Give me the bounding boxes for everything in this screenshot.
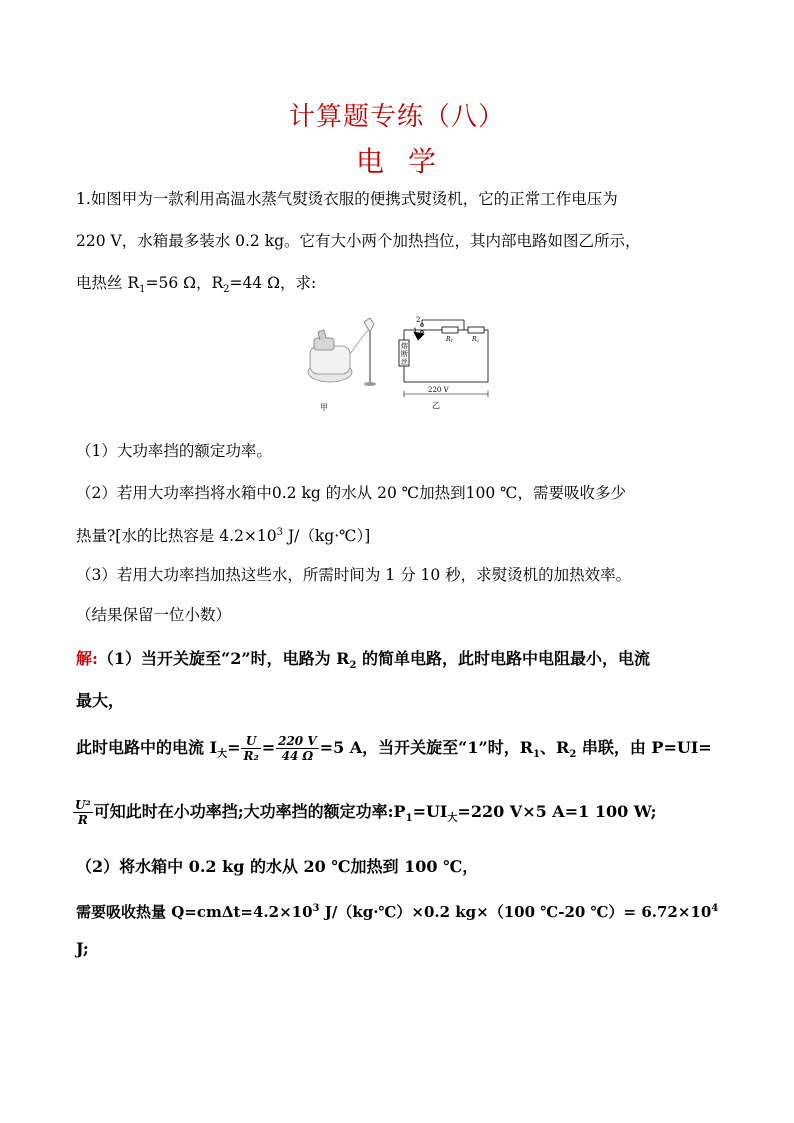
- s1a-sub: 2: [349, 660, 357, 672]
- s2-post3: 串联，由 P=UI=: [576, 738, 712, 757]
- s3-mid: =UI: [412, 802, 448, 821]
- fraction-u2-over-r: $\frac{\text{U²}}{R}$: [75, 798, 91, 827]
- solution-line-4: $\frac{\text{U²}}{R}$ 可知此时在小功率挡;大功率挡的额定功率$:P_1=UI_大=220$ V×5 A=1 100 W;: [75, 798, 657, 827]
- q-text-b: =56 Ω，R: [145, 274, 224, 292]
- solution-line-2: 最大，: [76, 691, 125, 710]
- s3-sub: 大: [447, 813, 458, 825]
- r1-label: R1: [446, 336, 454, 343]
- s2-sub: 大: [217, 749, 228, 761]
- part-2-line-2: [76, 522, 726, 547]
- q-sub-1: 1: [139, 284, 146, 296]
- r2-label: R2: [472, 336, 480, 343]
- q-text-a: 电热丝 R: [76, 274, 140, 292]
- p2b-post: J/（kg·℃）]: [283, 527, 371, 546]
- solution-line-6: [76, 898, 726, 923]
- question-line-3: [76, 272, 726, 301]
- p2b-pre: 热量?[水的比热容是 4.2×10: [76, 527, 277, 546]
- part-1: （1）大功率挡的额定功率。: [76, 442, 272, 460]
- switch-label-2: 2: [416, 316, 421, 324]
- s2-post2: 、R: [540, 738, 570, 757]
- solution-line-1: [76, 648, 726, 677]
- switch-label-1: 1: [413, 327, 418, 335]
- solution-line-3: 此时电路中的电流 $I_大=$ $\frac{U}{\text{R₂}}$ = $\frac{220 V}{44 \Omega}$ =5 A，当开关旋至“1”时，$R_1$、$R_2$ 串联，由 P=UI=: [76, 734, 712, 763]
- fraction-220v-over-44ohm: $\frac{220 V}{44 \Omega}$: [278, 734, 317, 763]
- fuse-label-3: 丝: [401, 358, 408, 366]
- solution-label: 解:: [76, 649, 98, 668]
- s1a-post: 的简单电路，此时电路中电阻最小，电流: [356, 649, 651, 668]
- steamer-image: [308, 318, 376, 386]
- s5-mid: J/（kg·℃）×0.2 kg×（100 ℃-20 ℃）= 6.72×10: [319, 903, 712, 921]
- subtitle-char-2: 学: [407, 145, 438, 178]
- fraction-u-over-r2: $\frac{U}{\text{R₂}}$: [243, 734, 259, 763]
- s2-post: =5 A，当开关旋至“1”时，R: [319, 738, 534, 757]
- s5-exp: 3: [312, 903, 320, 914]
- question-line-2: 220 V，水箱最多装水 0.2 kg。它有大小两个加热挡位，其内部电路如图乙所示，: [76, 232, 641, 250]
- solution-line-5: （2）将水箱中 0.2 kg 的水从 20 ℃加热到 100 ℃，: [76, 857, 479, 876]
- figure-svg: [298, 310, 498, 418]
- s5-exp2: 4: [711, 903, 719, 914]
- subtitle-char-1: 电: [355, 145, 386, 178]
- q-sub-2: 2: [223, 284, 230, 296]
- label-yi: 乙: [432, 401, 440, 410]
- part-2-line-1: （2）若用大功率挡将水箱中0.2 kg 的水从 20 ℃加热到100 ℃，需要吸收多少: [76, 484, 626, 502]
- fuse-label-2: 断: [401, 350, 408, 358]
- solution-line-7: J;: [76, 939, 89, 958]
- label-jia: 甲: [320, 403, 328, 412]
- s3-post: 可知此时在小功率挡;大功率挡的额定功率:P: [93, 802, 406, 821]
- q-text-c: =44 Ω，求:: [229, 274, 317, 292]
- page-title: 计算题专练（八）: [288, 102, 505, 132]
- page-subtitle: [0, 140, 794, 180]
- voltage-label: 220 V: [428, 386, 449, 394]
- s5-pre: 需要吸收热量 Q=cmΔt=4.2×10: [76, 903, 313, 921]
- p2b-exp: 3: [276, 527, 284, 538]
- fuse-label-1: 熔: [401, 342, 408, 350]
- question-line-1: 1.如图甲为一款利用高温水蒸气熨烫衣服的便携式熨烫机，它的正常工作电压为: [76, 190, 618, 208]
- s3-end: =220 V×5 A=1 100 W;: [457, 802, 657, 821]
- s1a: （1）当开关旋至“2”时，电路为 R: [97, 649, 350, 668]
- figure: [298, 310, 498, 418]
- part-3-line-2: （结果保留一位小数）: [76, 606, 232, 624]
- s2-pre: 此时电路中的电流 I: [76, 738, 218, 757]
- part-3-line-1: （3）若用大功率挡加热这些水，所需时间为 1 分 10 秒，求熨烫机的加热效率。: [76, 566, 632, 584]
